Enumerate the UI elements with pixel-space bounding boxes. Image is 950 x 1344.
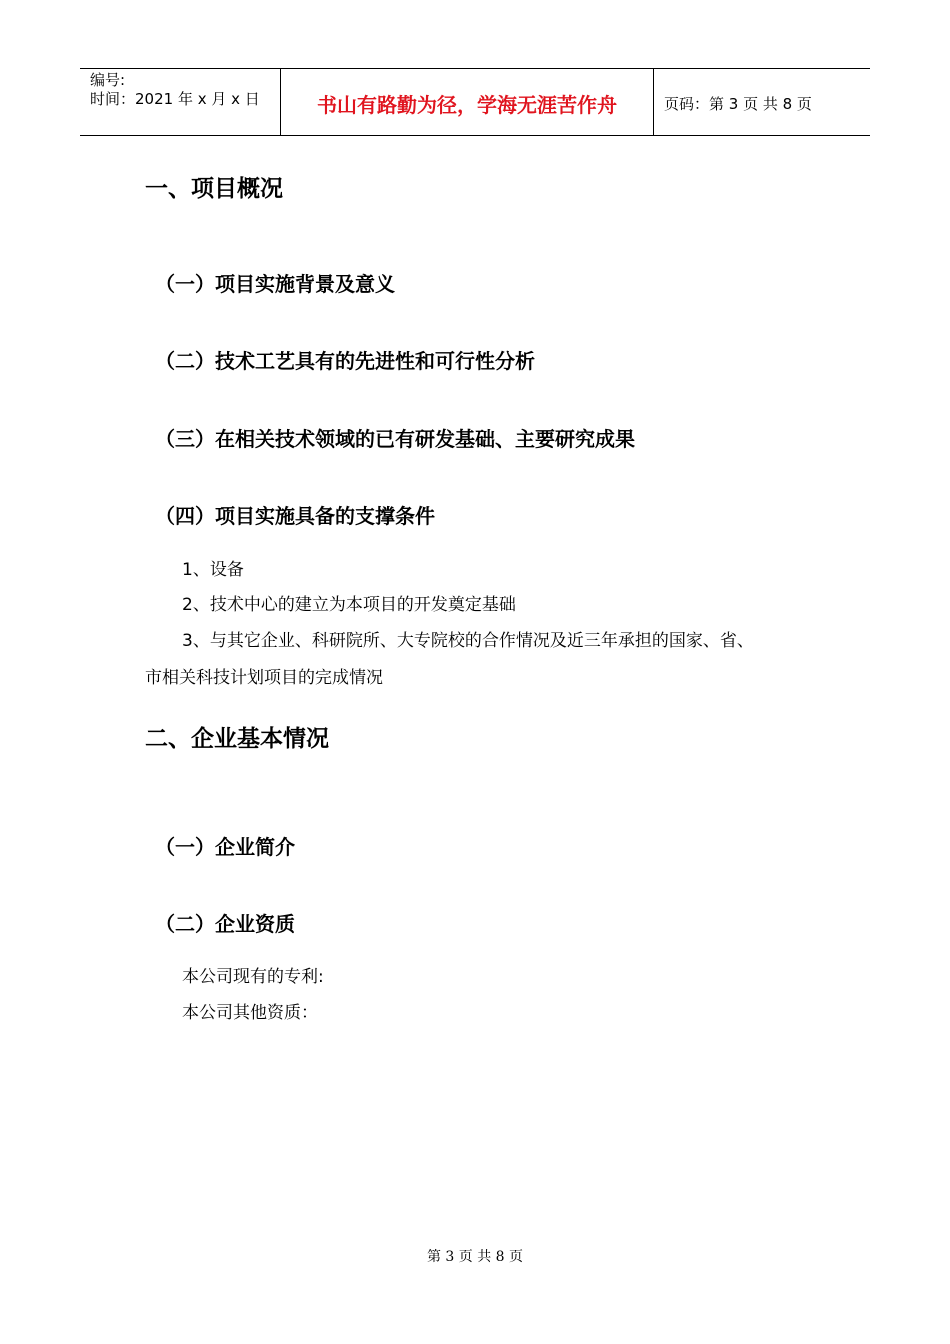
page-footer: 第 3 页 共 8 页 [426, 1249, 524, 1265]
other-qualifications-line: 本公司其他资质： [182, 1003, 318, 1023]
header-meta [80, 69, 281, 135]
support-item-1: 1、设备 [182, 560, 244, 580]
support-item-3-line-1: 3、与其它企业、科研院所、大专院校的合作情况及近三年承担的国家、省、 [182, 631, 754, 651]
section-2-subheading-2: （二）企业资质 [155, 912, 295, 936]
support-item-2: 2、技术中心的建立为本项目的开发奠定基础 [182, 595, 516, 615]
patents-line: 本公司现有的专利: [182, 967, 324, 987]
section-2-subheading-1: （一）企业简介 [155, 835, 295, 859]
section-1-subheading-2: （二）技术工艺具有的先进性和可行性分析 [155, 349, 535, 373]
section-2-title: 二、企业基本情况 [145, 726, 329, 752]
header-number-label: 编号: [90, 71, 126, 89]
support-item-3-line-2: 市相关科技计划项目的完成情况 [145, 668, 383, 688]
section-1-subheading-1: （一）项目实施背景及意义 [155, 272, 395, 296]
header-motto: 书山有路勤为径，学海无涯苦作舟 [281, 69, 654, 135]
header-page-label: 页码：第 3 页 共 8 页 [664, 94, 812, 113]
page-header [80, 68, 870, 136]
section-1-subheading-3: （三）在相关技术领域的已有研发基础、主要研究成果 [155, 427, 635, 451]
header-time-label: 时间：2021 年 x 月 x 日 [90, 90, 260, 108]
section-1-subheading-4: （四）项目实施具备的支撑条件 [155, 504, 435, 528]
section-1-title: 一、项目概况 [145, 176, 283, 202]
